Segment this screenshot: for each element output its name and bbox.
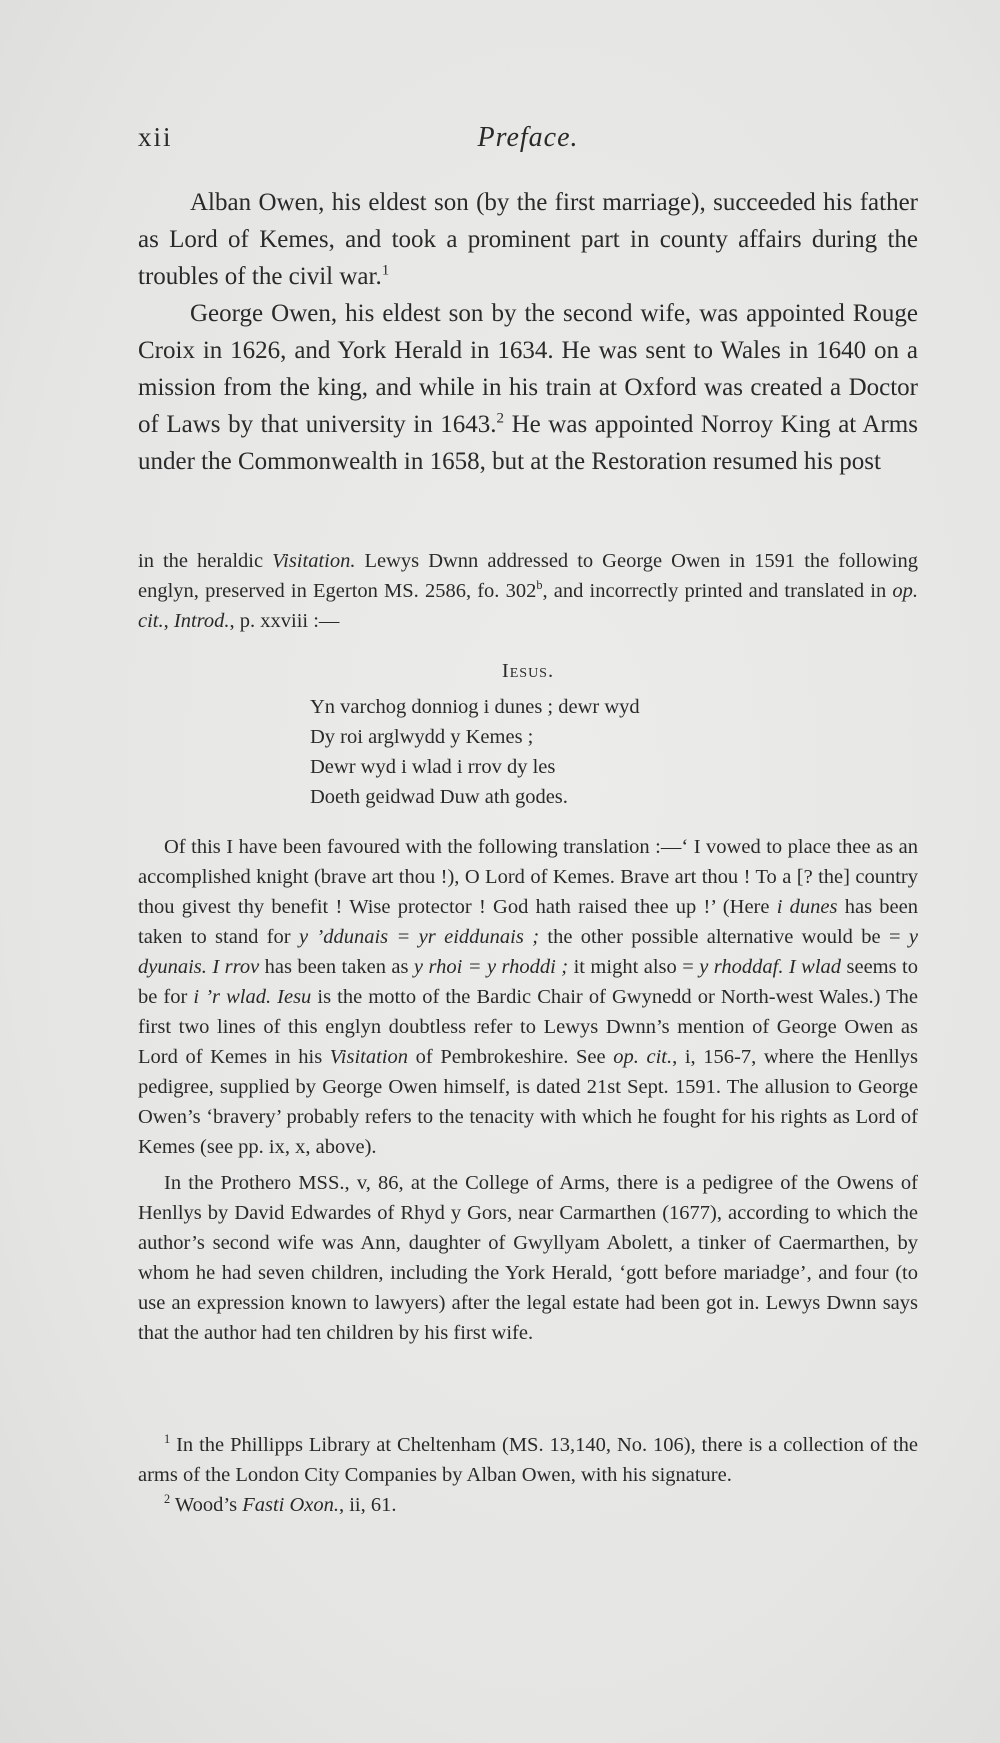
poem-line: Dy roi arglwydd y Kemes ; xyxy=(310,726,534,748)
page-number: xii xyxy=(138,122,173,152)
paragraph-alban-owen: Alban Owen, his eldest son (by the first marriage), succeeded his father as Lord of Kemes, and took a prominent part in county affairs during the troubles of the civil war.$^1$ xyxy=(138,189,918,290)
poem-title: Iesus. xyxy=(501,660,555,682)
running-head: Preface. xyxy=(477,122,579,153)
paragraph-george-owen: George Owen, his eldest son by the second wife, was appointed Rouge Croix in 1626, and York Herald in 1634. He was sent to Wales in 1640 on a mission from the king, and while in his train at Oxford was created a Doctor of Laws by that university in 1643.$^2$ He was appointed Norroy King at Arms under the Commonwealth in 1658, but at the Restoration resumed his post xyxy=(138,300,918,475)
poem-line: Yn varchog donniog i dunes ; dewr wyd xyxy=(310,696,640,718)
footnote-ref: 2 xyxy=(496,410,505,427)
poem-line: Doeth geidwad Duw ath godes. xyxy=(310,786,568,808)
page-header xyxy=(138,122,918,162)
paragraph-continuation: in the heraldic Visitation. Lewys Dwnn addressed to George Owen in 1591 the following englyn, preserved in Egerton MS. 2586, fo. 302$^b$, and incorrectly printed and translated in op. cit., Introd., p. xxviii :— xyxy=(138,550,918,632)
paragraph-translation: Of this I have been favoured with the following translation :—‘ I vowed to place thee as an accomplished knight (brave art thou !), O Lord of Kemes. Brave art thou ! To a [? the] country thou givest thy benefit ! Wise protector ! God hath raised thee up !’ (Here i dunes has been taken to stand for y ’ddunais = yr eiddunais ; the other possible alternative would be = y dyunais. I rrov has been taken as y rhoi = y rhoddi ; it might also = y rhoddaf. I wlad seems to be for i ’r wlad. Iesu is the motto of the Bardic Chair of Gwynedd or North-west Wales.) The first two lines of this englyn doubtless refer to Lewys Dwnn’s mention of George Owen as Lord of Kemes in his Visitation of Pembrokeshire. See op. cit., i, 156-7, where the Henllys pedigree, supplied by George Owen himself, is dated 21st Sept. 1591. The allusion to George Owen’s ‘bravery’ probably refers to the tenacity with which he fought for his rights as Lord of Kemes (see pp. ix, x, above). xyxy=(138,836,918,1158)
footnote-ref: 1 xyxy=(381,262,390,279)
footnotes xyxy=(138,1430,918,1520)
englyn-poem xyxy=(138,656,918,812)
footnote-2: $^2$ Wood’s Fasti Oxon., ii, 61. xyxy=(164,1492,397,1516)
footnote-1: $^1$ In the Phillipps Library at Cheltenham (MS. 13,140, No. 106), there is a collection of the arms of the London City Companies by Alban Owen, with his signature. xyxy=(138,1432,919,1486)
small-print-text xyxy=(138,546,918,1348)
paragraph-prothero: In the Prothero MSS., v, 86, at the College of Arms, there is a pedigree of the Owens of Henllys by David Edwardes of Rhyd y Gors, near Carmarthen (1677), according to which the author’s second wife was Ann, daughter of Gwyllyam Abolett, a tinker of Caermarthen, by whom he had seven children, including the York Herald, ‘gott before mariadge’, and four (to use an expression known to lawyers) after the legal estate had been got in. Lewys Dwnn says that the author had ten children by his first wife. xyxy=(138,1172,918,1344)
main-text xyxy=(138,184,918,480)
poem-line: Dewr wyd i wlad i rrov dy les xyxy=(310,756,556,778)
